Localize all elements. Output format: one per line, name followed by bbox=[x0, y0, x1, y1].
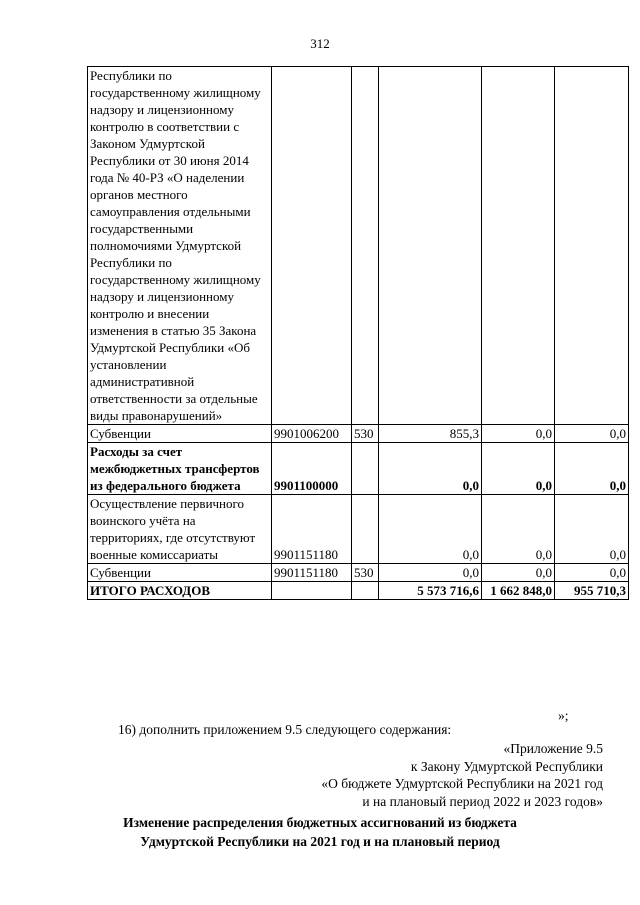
cell-amount-2021 bbox=[379, 67, 482, 425]
cell-code: 9901100000 bbox=[272, 443, 352, 495]
cell-amount-2021: 5 573 716,6 bbox=[379, 582, 482, 600]
cell-expense-type bbox=[352, 495, 379, 564]
cell-name: Субвенции bbox=[88, 564, 272, 582]
cell-code: 9901151180 bbox=[272, 564, 352, 582]
page-number: 312 bbox=[310, 36, 330, 51]
cell-amount-2022: 0,0 bbox=[482, 425, 555, 443]
appendix-line: «О бюджете Удмуртской Республики на 2021 год bbox=[321, 776, 603, 791]
cell-amount-2021: 855,3 bbox=[379, 425, 482, 443]
budget-table-body bbox=[88, 67, 629, 600]
cell-amount-2023: 0,0 bbox=[555, 425, 629, 443]
cell-name: ИТОГО РАСХОДОВ bbox=[88, 582, 272, 600]
cell-expense-type bbox=[352, 582, 379, 600]
closing-quote: »; bbox=[558, 708, 569, 723]
cell-amount-2022: 0,0 bbox=[482, 495, 555, 564]
cell-expense-type: 530 bbox=[352, 425, 379, 443]
cell-amount-2023: 0,0 bbox=[555, 564, 629, 582]
cell-amount-2023: 0,0 bbox=[555, 443, 629, 495]
cell-amount-2022: 1 662 848,0 bbox=[482, 582, 555, 600]
table-row bbox=[88, 443, 629, 495]
cell-amount-2023: 955 710,3 bbox=[555, 582, 629, 600]
cell-amount-2021: 0,0 bbox=[379, 443, 482, 495]
cell-expense-type: 530 bbox=[352, 564, 379, 582]
cell-name: Расходы за счет межбюджетных трансфертов из федерального бюджета bbox=[88, 443, 272, 495]
cell-amount-2023 bbox=[555, 67, 629, 425]
cell-amount-2022: 0,0 bbox=[482, 443, 555, 495]
appendix-line: к Закону Удмуртской Республики bbox=[410, 758, 603, 774]
document-title bbox=[0, 813, 640, 851]
table-row bbox=[88, 425, 629, 443]
cell-amount-2021: 0,0 bbox=[379, 564, 482, 582]
table-row bbox=[88, 495, 629, 564]
table-row bbox=[88, 564, 629, 582]
cell-expense-type bbox=[352, 443, 379, 495]
cell-name: Осуществление первичного воинского учёта на территориях, где отсутствуют военные комиссариаты bbox=[88, 495, 272, 564]
table-row bbox=[88, 582, 629, 600]
cell-code: 9901006200 bbox=[272, 425, 352, 443]
amendment-instruction: 16) дополнить приложением 9.5 следующего содержания: bbox=[118, 722, 452, 737]
cell-code bbox=[272, 67, 352, 425]
cell-name: Республики по государственному жилищному надзору и лицензионному контролю в соответствии с Законом Удмуртской Республики от 30 июня 2014 года № 40-РЗ «О наделении органов местного самоуправления отдельными государственными полномочиями Удмуртской Республики по государственному жилищному надзору и лицензионному контролю и внесении изменения в статью 35 Закона Удмуртской Республики «Об установлении административной ответственности за отдельные виды правонарушений» bbox=[88, 67, 272, 425]
cell-code: 9901151180 bbox=[272, 495, 352, 564]
cell-amount-2022 bbox=[482, 67, 555, 425]
cell-expense-type bbox=[352, 67, 379, 425]
budget-table bbox=[87, 66, 629, 600]
appendix-header bbox=[321, 740, 603, 810]
cell-amount-2021: 0,0 bbox=[379, 495, 482, 564]
document-title-line: Удмуртской Республики на 2021 год и на плановый период bbox=[140, 834, 500, 849]
cell-name: Субвенции bbox=[88, 425, 272, 443]
cell-code bbox=[272, 582, 352, 600]
cell-amount-2023: 0,0 bbox=[555, 495, 629, 564]
document-title-line: Изменение распределения бюджетных ассигнований из бюджета bbox=[123, 815, 517, 830]
cell-amount-2022: 0,0 bbox=[482, 564, 555, 582]
appendix-line: «Приложение 9.5 bbox=[503, 741, 603, 756]
appendix-line: и на плановый период 2022 и 2023 годов» bbox=[362, 793, 603, 809]
table-row bbox=[88, 67, 629, 425]
